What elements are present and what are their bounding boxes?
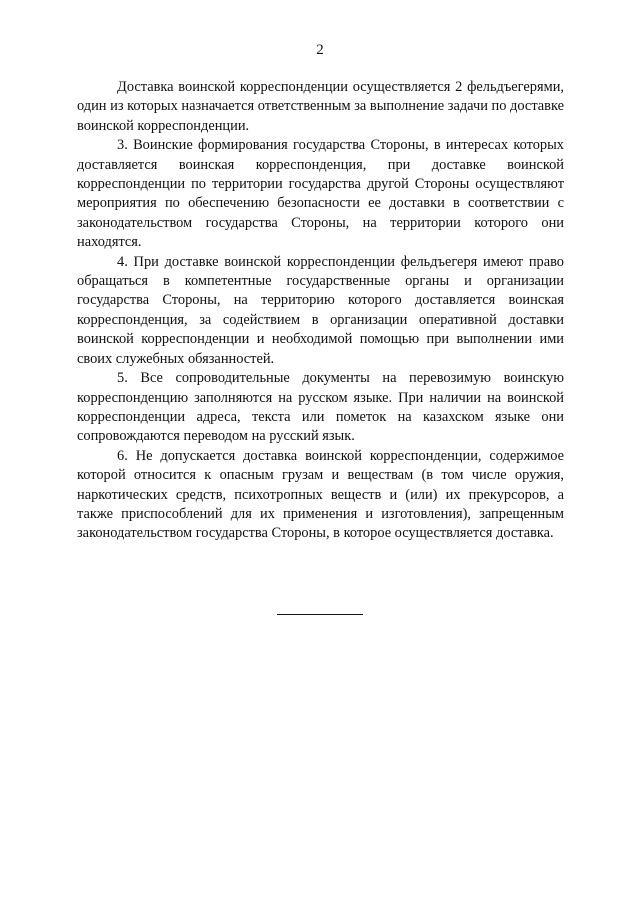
- page-number: 2: [316, 42, 324, 58]
- paragraph-item-6: 6. Не допускается доставка воинской корреспонденции, содержимое которой относится к опасным грузам и веществам (в том числе оружия, наркотических средств, психотропных веществ и (или) их прекурсоров, а также приспособлений для их применения и изготовления), запрещенным законодательством государства Стороны, в которое осуществляется доставка.: [77, 447, 564, 542]
- paragraph-item-3: 3. Воинские формирования государства Стороны, в интересах которых доставляется воинская корреспонденция, при доставке воинской корреспонденции по территории государства другой Стороны осуществляют мероприятия по обеспечению безопасности ее доставки в соответствии с законодательством государства Стороны, на территории которого они находятся.: [77, 137, 564, 251]
- document-body: [77, 78, 564, 544]
- paragraph-item-4: 4. При доставке воинской корреспонденции фельдъегеря имеют право обращаться в компетентные государственные органы и организации государства Стороны, на территорию которого доставляется воинская корреспонденция, за содействием в организации оперативной доставки воинской корреспонденции и необходимой помощью при выполнении ими своих служебных обязанностей.: [77, 253, 564, 367]
- paragraph-item-5: 5. Все сопроводительные документы на перевозимую воинскую корреспонденцию заполняются на русском языке. При наличии на воинской корреспонденции адреса, текста или пометок на казахском языке они сопровождаются переводом на русский язык.: [77, 370, 564, 445]
- paragraph-courier-delivery: Доставка воинской корреспонденции осуществляется 2 фельдъегерями, один из которых назначается ответственным за выполнение задачи по доставке воинской корреспонденции.: [77, 79, 564, 134]
- closing-divider: [277, 614, 363, 615]
